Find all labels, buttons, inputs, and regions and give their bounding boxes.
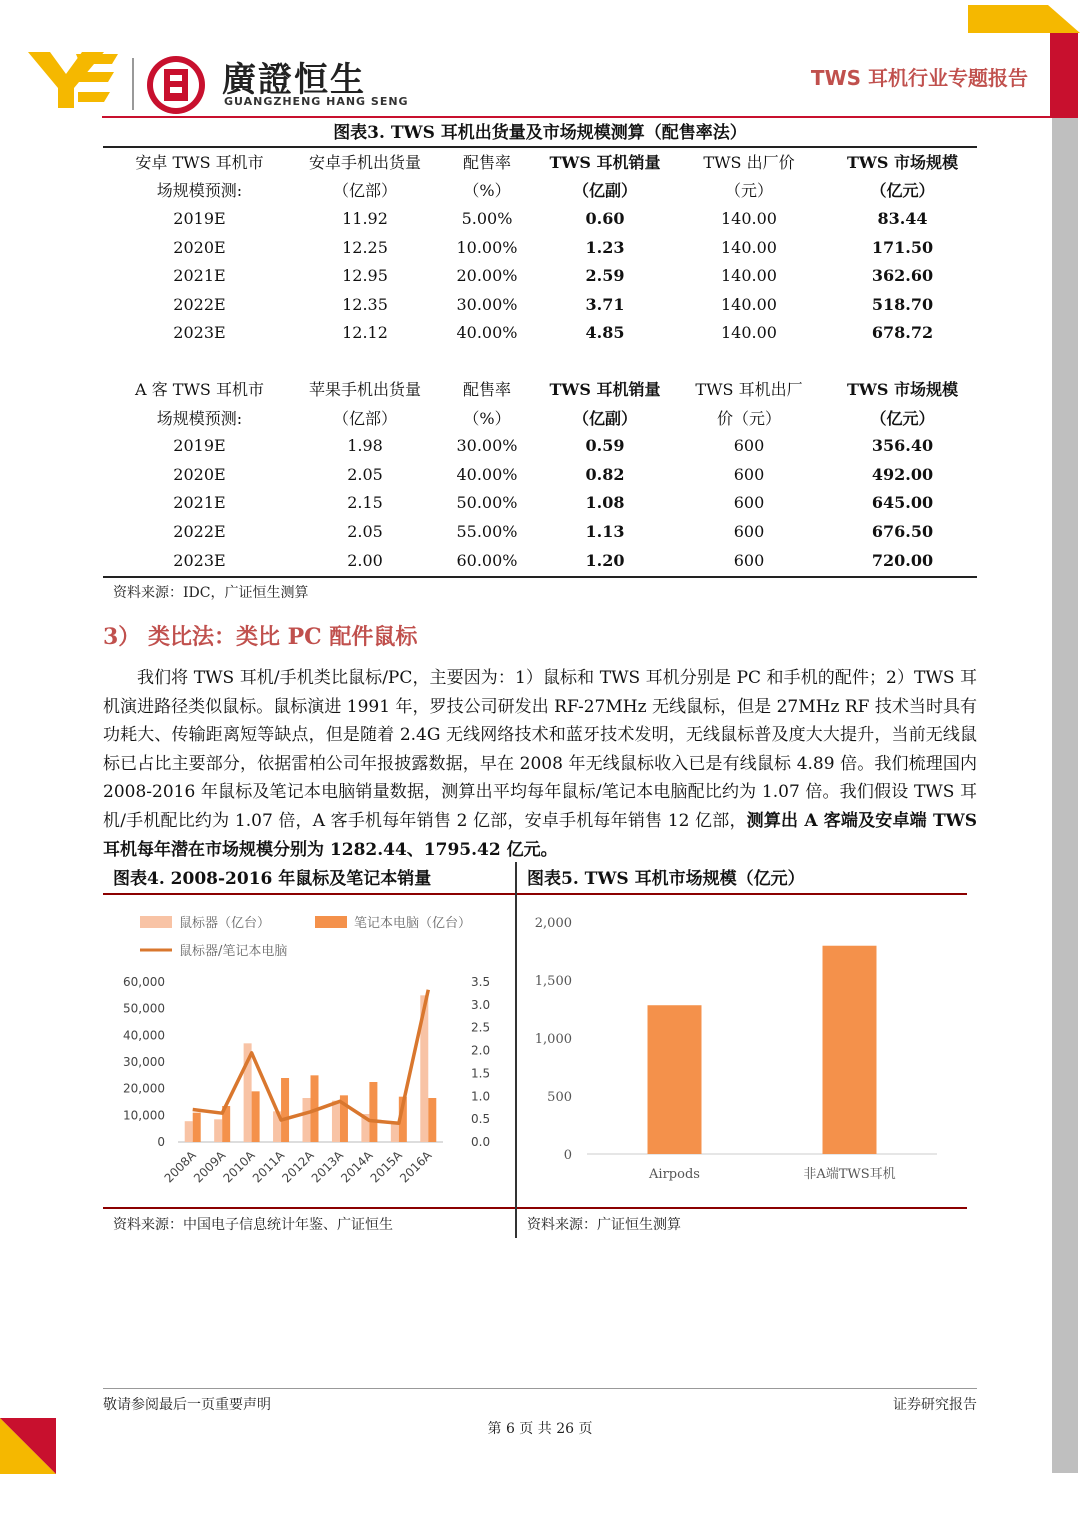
x-tick-label: 2015A <box>367 1148 405 1186</box>
header-cell: 配售率 <box>462 379 511 399</box>
y-tick-right: 3.0 <box>471 997 491 1012</box>
table-cell: 40.00% <box>456 323 518 343</box>
table-cell: 2020E <box>173 464 226 484</box>
bar-mouse <box>185 1121 193 1142</box>
table-row <box>103 460 977 489</box>
header-cell: （%） <box>463 181 511 201</box>
legend-swatch-mouse <box>140 916 172 928</box>
y-tick-left: 60,000 <box>123 975 165 989</box>
table-cell: 600 <box>733 493 765 513</box>
table-cell: 2019E <box>173 436 226 456</box>
bar-mouse <box>303 1098 311 1142</box>
table-cell: 678.72 <box>871 323 934 343</box>
table-cell: 20.00% <box>456 266 518 286</box>
table-cell: 2022E <box>173 521 226 541</box>
bar-tws-market <box>648 1005 702 1154</box>
header-cell: TWS 耳机出厂 <box>695 379 803 399</box>
y-tick-left: 20,000 <box>123 1081 165 1096</box>
table-cell: 140.00 <box>721 323 777 343</box>
table-cell: 600 <box>733 521 765 541</box>
table-cell: 10.00% <box>456 237 518 257</box>
table-cell: 4.85 <box>585 323 625 343</box>
table-cell: 11.92 <box>342 208 388 228</box>
x-tick-label: 2009A <box>190 1148 229 1186</box>
header-cell: TWS 出厂价 <box>703 152 795 172</box>
header-cell: 配售率 <box>462 152 511 172</box>
table-cell: 2020E <box>173 237 226 257</box>
corner-decoration <box>968 5 1080 33</box>
table-bottom-rule <box>103 576 977 578</box>
header-cell: （亿元） <box>870 408 935 428</box>
table-cell: 1.98 <box>347 436 383 456</box>
shipment-market-table <box>103 147 977 574</box>
table-row <box>103 319 977 348</box>
table-cell: 2023E <box>173 323 226 343</box>
table-cell: 362.60 <box>871 266 934 286</box>
bar-notebook <box>428 1098 436 1142</box>
x-tick-label: 2013A <box>308 1148 347 1186</box>
figure3-source: 资料来源：IDC，广证恒生测算 <box>113 585 309 601</box>
header-cell: 安卓 TWS 耳机市 <box>135 152 264 172</box>
table-cell: 50.00% <box>456 493 518 513</box>
table-row <box>103 489 977 518</box>
legend-label-notebook: 笔记本电脑（亿台） <box>354 916 472 931</box>
apple-header-row <box>103 403 977 432</box>
header-cell: TWS 市场规模 <box>846 379 958 399</box>
footer-disclaimer: 敬请参阅最后一页重要声明 <box>103 1397 271 1413</box>
table-cell: 2.59 <box>585 266 625 286</box>
android-header-row <box>103 176 977 205</box>
header-cell: TWS 市场规模 <box>846 152 958 172</box>
x-tick-label: Airpods <box>649 1167 700 1182</box>
brand-name-en: GUANGZHENG HANG SENG <box>224 95 409 108</box>
figure5-source: 资料来源：广证恒生测算 <box>527 1217 681 1233</box>
bar-notebook <box>281 1078 289 1142</box>
header-cell: TWS 耳机销量 <box>549 152 661 172</box>
y-tick-right: 2.5 <box>471 1020 491 1035</box>
body-paragraph <box>103 664 977 864</box>
table-cell: 140.00 <box>721 237 777 257</box>
y-tick-right: 0.5 <box>471 1112 491 1127</box>
table-cell: 1.20 <box>585 550 625 570</box>
legend-label-mouse: 鼠标器（亿台） <box>179 916 271 931</box>
x-tick-label: 2008A <box>161 1148 199 1186</box>
table-cell: 1.08 <box>585 493 625 513</box>
table-cell: 140.00 <box>721 208 777 228</box>
table-row <box>103 431 977 460</box>
x-tick-label: 2011A <box>249 1148 288 1186</box>
header-cell: （元） <box>724 181 773 201</box>
side-margin-bar <box>1052 118 1078 1473</box>
table-cell: 30.00% <box>456 436 518 456</box>
header-cell: （亿副） <box>572 408 637 428</box>
bar-notebook <box>369 1082 377 1142</box>
y-tick: 1,000 <box>534 1032 572 1047</box>
section-heading: 3） 类比法：类比 PC 配件鼠标 <box>103 624 418 650</box>
apple-section <box>103 374 977 574</box>
y-tick-left: 10,000 <box>123 1108 165 1123</box>
table-cell: 83.44 <box>877 208 928 228</box>
tws-market-chart <box>517 896 967 1204</box>
table-cell: 12.12 <box>342 323 388 343</box>
table-row <box>103 290 977 319</box>
corner-decoration-bottom <box>0 1418 56 1474</box>
table-cell: 40.00% <box>456 464 518 484</box>
page-number: 第 6 页 共 26 页 <box>487 1421 593 1437</box>
y-tick-left: 50,000 <box>123 1001 165 1016</box>
header-cell: （亿副） <box>572 181 637 201</box>
y-tick: 2,000 <box>534 916 572 931</box>
bar-mouse <box>214 1119 222 1142</box>
figure4-top-rule <box>103 893 515 895</box>
paragraph-text: 我们将 TWS 耳机/手机类比鼠标/PC，主要因为：1）鼠标和 TWS 耳机分别是 PC 和手机的配件；2）TWS 耳机演进路径类似鼠标。鼠标演进 1991 年，罗技公司研发出 RF-27MHz 无线鼠标，但是 27MHz RF 技术当时具有功耗大、传输距离短等缺点，但是随着 2.4G 无线网络技术和蓝牙技术发明，无线鼠标普及度大大提升，当前无线鼠标已占比主要部分，依据雷柏公司年报披露数据，早在 2008 年无线鼠标收入已是有线鼠标 4.89 倍。我们梳理国内 2008-2016 年鼠标及笔记本电脑销量数据，测算出平均每年鼠标/笔记本电脑配比约为 1.07 倍。我们假设 TWS 耳机/手机配比约为 1.07 倍，A 客手机每年销售 2 亿部，安卓手机每年销售 12 亿部， <box>103 668 977 831</box>
table-cell: 60.00% <box>456 550 518 570</box>
figure4-source: 资料来源：中国电子信息统计年鉴、广证恒生 <box>113 1217 393 1233</box>
table-cell: 140.00 <box>721 266 777 286</box>
report-title: TWS 耳机行业专题报告 <box>810 66 1028 90</box>
y-tick: 1,500 <box>534 974 572 989</box>
guangzheng-seal-icon <box>146 55 206 115</box>
table-cell: 2.15 <box>347 493 383 513</box>
figure5-bottom-rule <box>517 1207 967 1209</box>
table-cell: 55.00% <box>456 521 518 541</box>
table-row <box>103 517 977 546</box>
figure5-caption: 图表5. TWS 耳机市场规模（亿元） <box>527 869 805 889</box>
y-tick-right: 0.0 <box>471 1135 491 1149</box>
legend-swatch-notebook <box>315 916 347 928</box>
table-cell: 1.13 <box>585 521 625 541</box>
table-cell: 492.00 <box>871 464 934 484</box>
y-tick-right: 1.0 <box>471 1089 491 1104</box>
table-cell: 1.23 <box>585 237 625 257</box>
figure3-caption: 图表3. TWS 耳机出货量及市场规模测算（配售率法） <box>333 123 747 143</box>
header-cell: （亿部） <box>332 181 397 201</box>
x-tick-label: 2014A <box>338 1148 376 1186</box>
table-cell: 2.05 <box>347 464 383 484</box>
table-cell: 171.50 <box>871 237 934 257</box>
header-cell: （亿元） <box>870 181 935 201</box>
y-tick-right: 3.5 <box>471 975 491 989</box>
table-cell: 600 <box>733 550 765 570</box>
table-cell: 0.60 <box>585 208 625 228</box>
table-cell: 676.50 <box>871 521 934 541</box>
y-tick-right: 1.5 <box>471 1066 491 1081</box>
y-tick-left: 40,000 <box>123 1028 165 1043</box>
table-cell: 2.00 <box>347 550 383 570</box>
header-cell: TWS 耳机销量 <box>549 379 661 399</box>
header-cell: 价（元） <box>716 408 781 428</box>
x-tick-label: 2016A <box>397 1148 435 1186</box>
header-cell: 安卓手机出货量 <box>308 152 421 172</box>
table-row <box>103 261 977 290</box>
table-cell: 2.05 <box>347 521 383 541</box>
table-cell: 3.71 <box>585 294 625 314</box>
table-cell: 12.25 <box>342 237 388 257</box>
apple-header-row <box>103 374 977 403</box>
y-tick-left: 0 <box>157 1135 165 1149</box>
table-cell: 30.00% <box>456 294 518 314</box>
table-cell: 2019E <box>173 208 226 228</box>
bar-notebook <box>193 1113 201 1142</box>
header-cell: 场规模预测: <box>156 408 243 428</box>
logo-divider <box>132 58 134 110</box>
header-cell: 苹果手机出货量 <box>308 379 421 399</box>
table-cell: 12.95 <box>342 266 388 286</box>
table-cell: 2021E <box>173 493 226 513</box>
x-tick-label: 2012A <box>279 1148 317 1186</box>
mouse-notebook-chart <box>103 896 515 1204</box>
bar-mouse <box>332 1101 340 1142</box>
header-cell: 场规模预测: <box>156 181 243 201</box>
figure4-bottom-rule <box>103 1207 515 1209</box>
x-tick-label: 2010A <box>220 1148 258 1186</box>
bar-tws-market <box>823 946 877 1154</box>
x-tick-label: 非A端TWS耳机 <box>803 1167 896 1182</box>
table-cell: 0.59 <box>585 436 625 456</box>
y-tick: 0 <box>563 1148 572 1163</box>
table-cell: 600 <box>733 436 765 456</box>
table-cell: 600 <box>733 464 765 484</box>
table-cell: 12.35 <box>342 294 388 314</box>
table-cell: 518.70 <box>871 294 934 314</box>
y-tick-left: 30,000 <box>123 1055 165 1069</box>
paragraph-conclusion: 测算出 A 客端及安卓端 TWS 耳机每年潜在市场规模分别为 1282.44、1795.42 亿元。 <box>103 810 977 860</box>
ye-logo-icon <box>28 52 118 108</box>
figure4-caption: 图表4. 2008-2016 年鼠标及笔记本销量 <box>113 869 432 889</box>
footer-doc-type: 证券研究报告 <box>893 1397 977 1413</box>
bar-mouse <box>391 1123 399 1142</box>
footer-rule <box>103 1388 977 1389</box>
legend-label-ratio: 鼠标器/笔记本电脑 <box>179 944 288 959</box>
table-cell: 645.00 <box>871 493 934 513</box>
brand-name-cn: 廣證恒生 <box>222 60 366 100</box>
table-row <box>103 204 977 233</box>
table-cell: 720.00 <box>871 550 934 570</box>
y-tick-right: 2.0 <box>471 1043 491 1058</box>
figure5-top-rule <box>517 893 967 895</box>
bar-notebook <box>252 1091 260 1142</box>
side-accent-bar <box>1050 33 1078 118</box>
table-cell: 356.40 <box>871 436 934 456</box>
header-cell: A 客 TWS 耳机市 <box>135 379 264 399</box>
table-cell: 140.00 <box>721 294 777 314</box>
android-section <box>103 147 977 347</box>
table-row <box>103 233 977 262</box>
table-cell: 0.82 <box>585 464 625 484</box>
table-row <box>103 546 977 575</box>
table-cell: 5.00% <box>461 208 513 228</box>
android-header-row <box>103 147 977 176</box>
table-cell: 2023E <box>173 550 226 570</box>
header-cell: （%） <box>463 408 511 428</box>
y-tick: 500 <box>547 1090 572 1105</box>
header-cell: （亿部） <box>332 408 397 428</box>
table-cell: 2021E <box>173 266 226 286</box>
table-cell: 2022E <box>173 294 226 314</box>
